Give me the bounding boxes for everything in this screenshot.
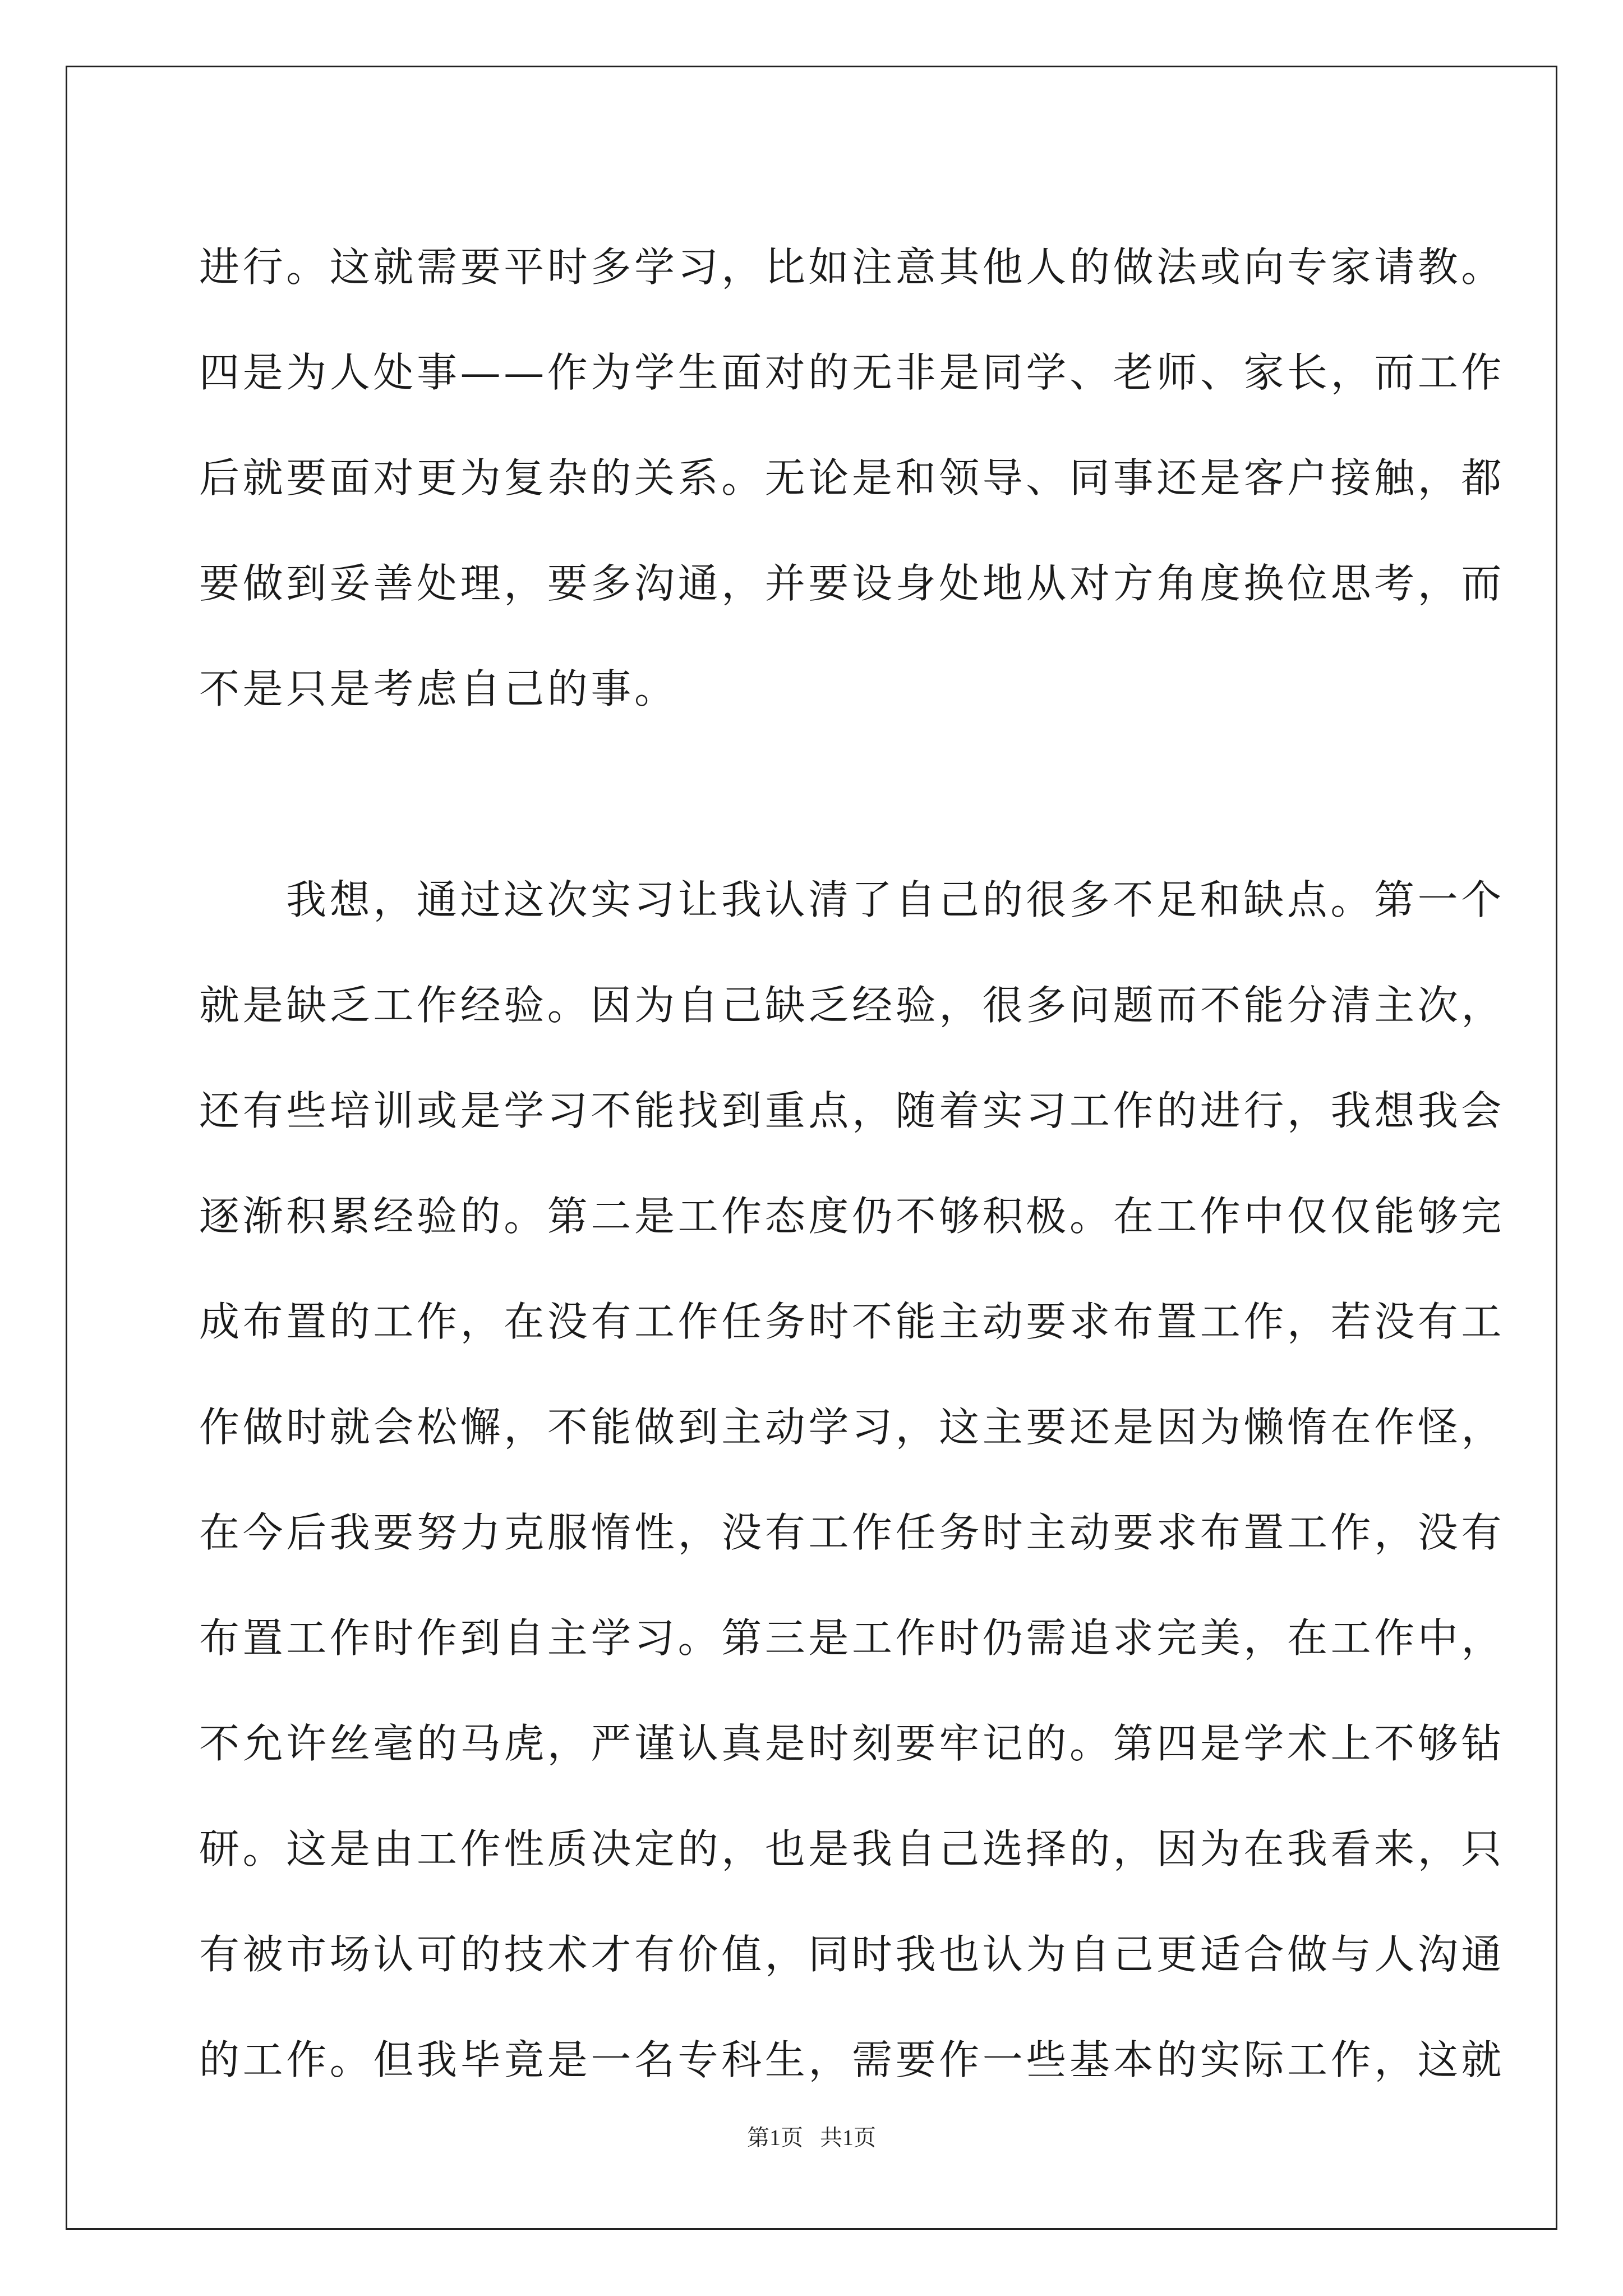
body-line-14: 不允许丝毫的马虎，严谨认真是时刻要牢记的。第四是学术上不够钻 xyxy=(199,1720,1505,1767)
body-line-11: 作做时就会松懈，不能做到主动学习，这主要还是因为懒惰在作怪， xyxy=(199,1404,1505,1451)
body-line-2: 四是为人处事——作为学生面对的无非是同学、老师、家长，而工作 xyxy=(199,349,1505,396)
body-line-10: 成布置的工作，在没有工作任务时不能主动要求布置工作，若没有工 xyxy=(199,1298,1505,1345)
body-line-13: 布置工作时作到自主学习。第三是工作时仍需追求完美，在工作中， xyxy=(199,1614,1505,1662)
body-line-8: 还有些培训或是学习不能找到重点，随着实习工作的进行，我想我会 xyxy=(199,1087,1505,1134)
page-footer xyxy=(0,2124,1623,2152)
body-line-4: 要做到妥善处理，要多沟通，并要设身处地从对方角度换位思考，而 xyxy=(199,560,1505,607)
body-line-3: 后就要面对更为复杂的关系。无论是和领导、同事还是客户接触，都 xyxy=(199,454,1505,501)
body-line-17: 的工作。但我毕竟是一名专科生，需要作一些基本的实际工作，这就 xyxy=(199,2036,1505,2083)
body-line-16: 有被市场认可的技术才有价值，同时我也认为自己更适合做与人沟通 xyxy=(199,1931,1505,1978)
body-line-12: 在今后我要努力克服惰性，没有工作任务时主动要求布置工作，没有 xyxy=(199,1509,1505,1556)
body-line-15: 研。这是由工作性质决定的，也是我自己选择的，因为在我看来，只 xyxy=(199,1825,1505,1872)
body-line-1: 进行。这就需要平时多学习，比如注意其他人的做法或向专家请教。 xyxy=(199,243,1505,291)
page-number: 第1页 共1页 xyxy=(747,2125,876,2150)
document-body xyxy=(199,214,1505,2113)
paragraph-spacer xyxy=(199,742,1433,847)
body-line-7: 就是缺乏工作经验。因为自己缺乏经验，很多问题而不能分清主次， xyxy=(199,982,1505,1029)
body-line-9: 逐渐积累经验的。第二是工作态度仍不够积极。在工作中仅仅能够完 xyxy=(199,1193,1505,1240)
body-line-6: 我想，通过这次实习让我认清了自己的很多不足和缺点。第一个 xyxy=(286,876,1505,923)
body-line-5: 不是只是考虑自己的事。 xyxy=(199,665,678,712)
